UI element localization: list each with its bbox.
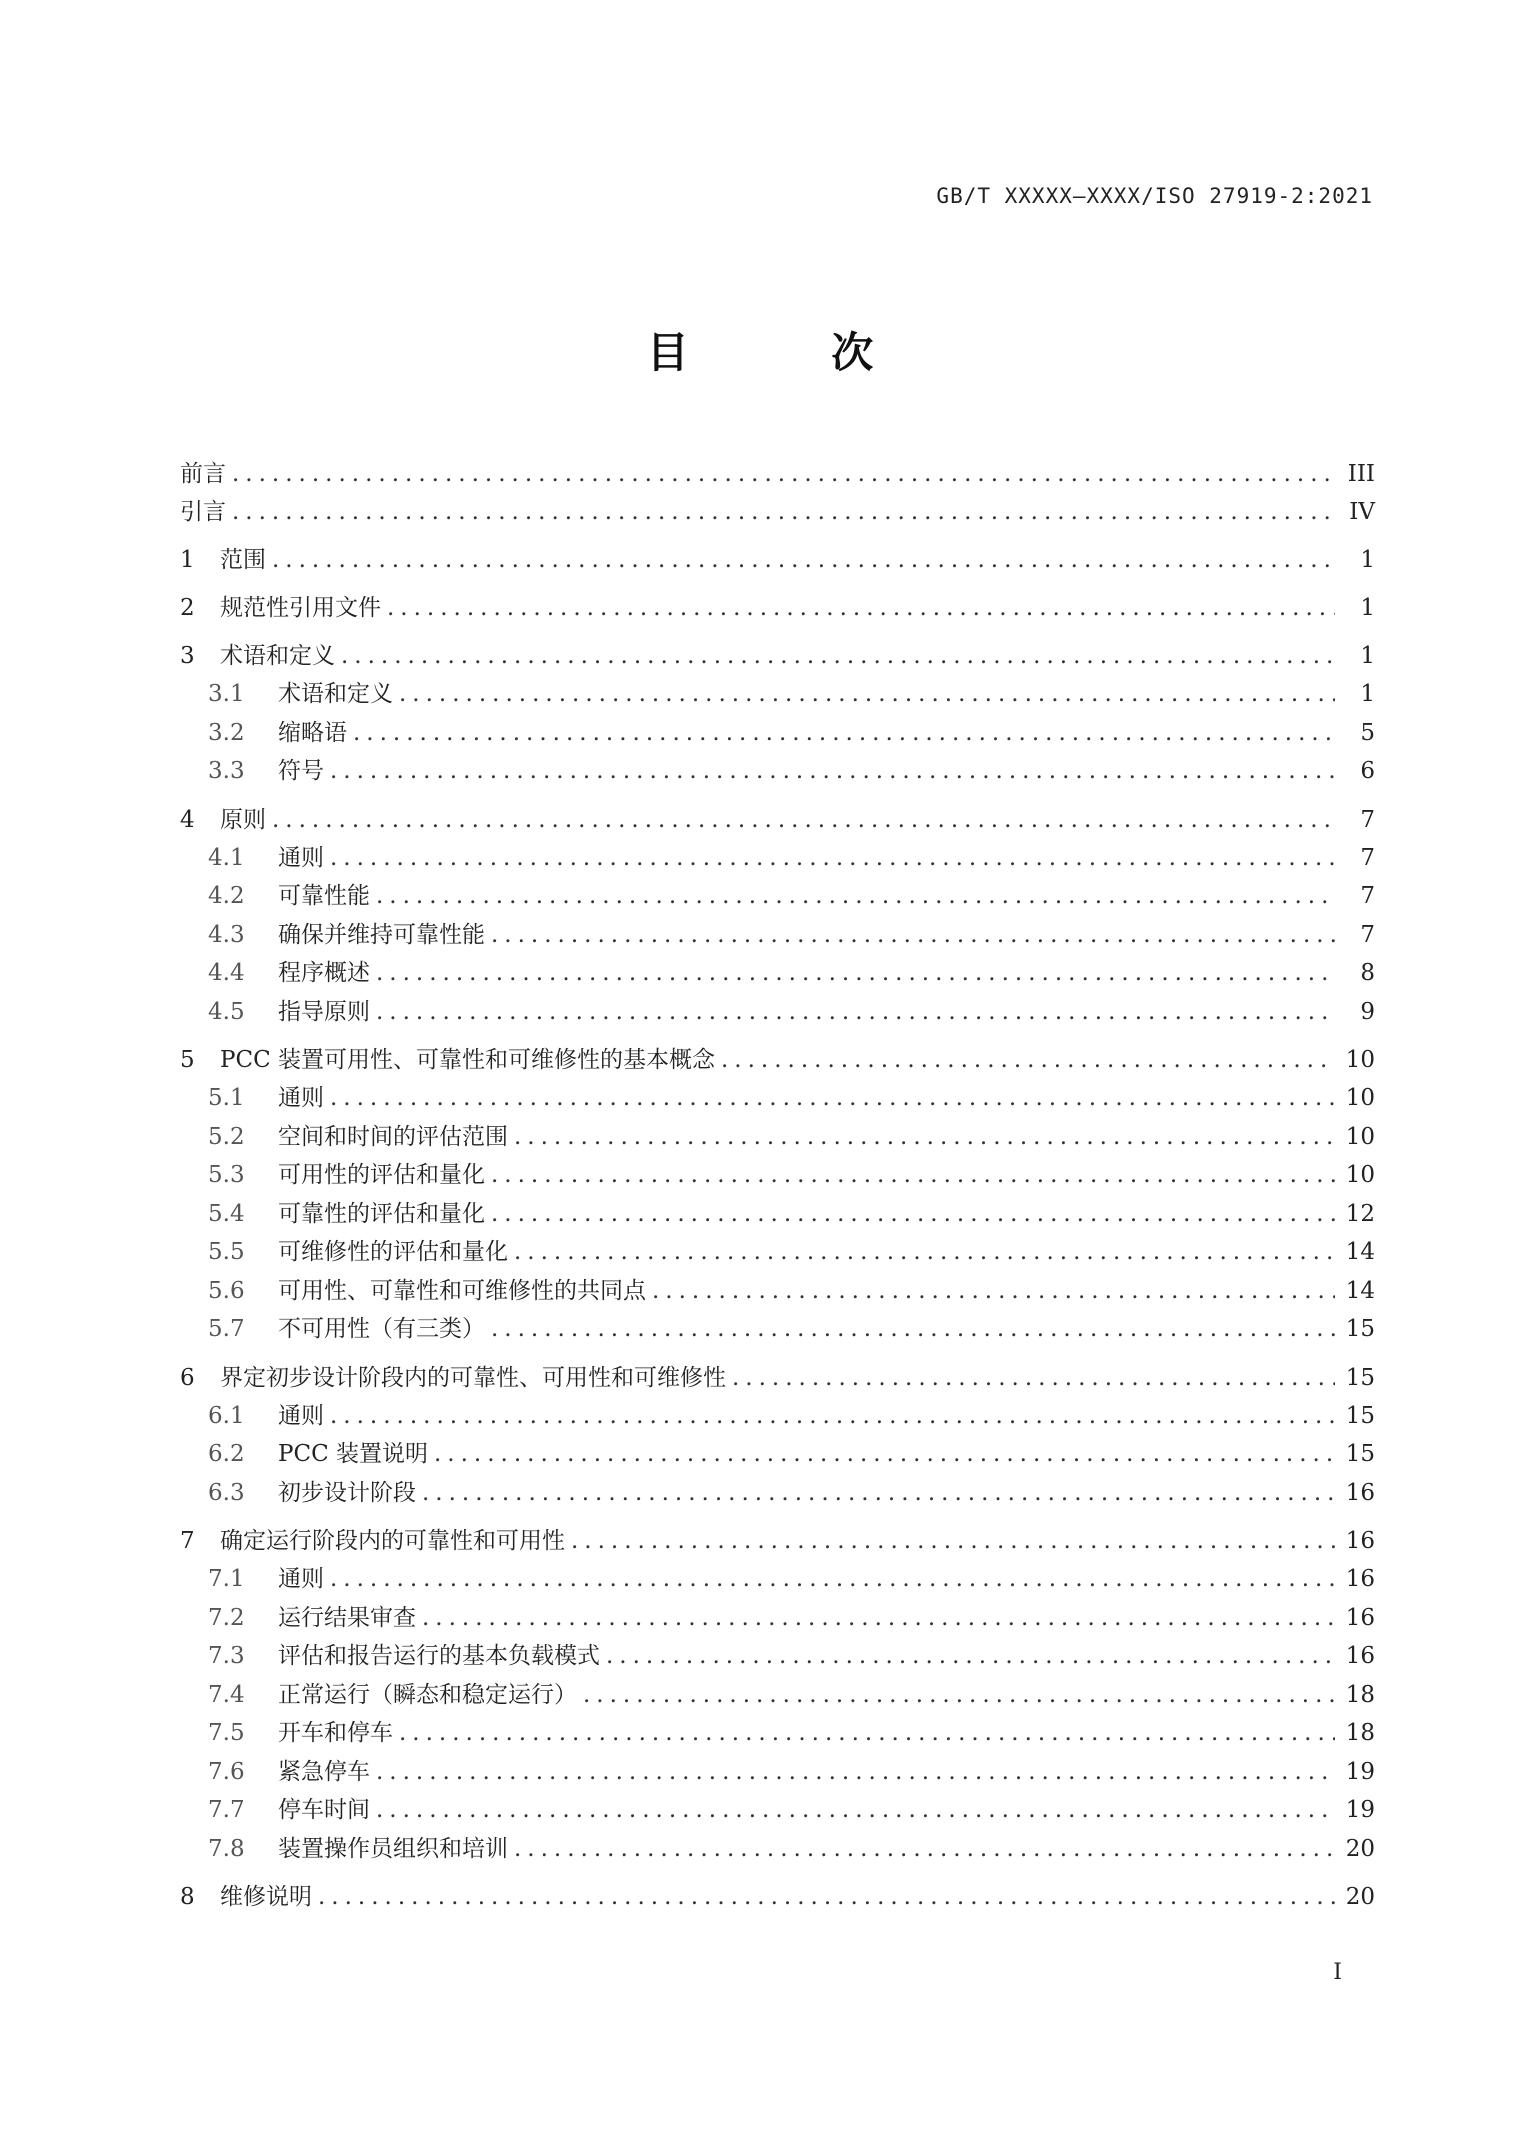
toc-leader-dots bbox=[732, 1359, 1335, 1397]
toc-leader-dots bbox=[491, 1156, 1335, 1195]
toc-entry[interactable] bbox=[180, 455, 1375, 493]
toc-leader-dots bbox=[399, 1714, 1335, 1753]
toc-entry[interactable] bbox=[180, 714, 1375, 753]
toc-entry[interactable] bbox=[180, 1156, 1375, 1195]
toc-entry-title: PCC 装置可用性、可靠性和可维修性的基本概念 bbox=[220, 1047, 715, 1073]
toc-entry[interactable] bbox=[180, 1195, 1375, 1234]
toc-entry-number: 4.5 bbox=[208, 998, 245, 1025]
toc-entry-number: 5.1 bbox=[208, 1085, 245, 1111]
toc-entry[interactable] bbox=[180, 541, 1375, 579]
toc-entry-number: 6.2 bbox=[208, 1441, 245, 1467]
toc-entry-title: 可用性的评估和量化 bbox=[278, 1162, 485, 1188]
toc-entry-page: 1 bbox=[1360, 643, 1375, 669]
toc-entry-title: 指导原则 bbox=[278, 998, 370, 1025]
toc-entry[interactable] bbox=[180, 1233, 1375, 1272]
toc-leader-dots bbox=[387, 589, 1335, 627]
toc-leader-dots bbox=[353, 714, 1335, 753]
toc-entry-title: 可用性、可靠性和可维修性的共同点 bbox=[278, 1277, 646, 1304]
toc-entry[interactable] bbox=[180, 1676, 1375, 1715]
toc-entry-page: 18 bbox=[1345, 1720, 1375, 1746]
toc-entry-page: 16 bbox=[1345, 1479, 1375, 1506]
toc-entry-title: 开车和停车 bbox=[278, 1720, 393, 1746]
toc-entry-page: 15 bbox=[1345, 1316, 1375, 1342]
toc-leader-dots bbox=[232, 493, 1335, 531]
toc-entry-page: 1 bbox=[1360, 595, 1375, 621]
toc-entry-number: 6.1 bbox=[208, 1402, 245, 1429]
toc-entry-title: 停车时间 bbox=[278, 1797, 370, 1823]
toc-entry[interactable] bbox=[180, 1637, 1375, 1676]
toc-entry-page: 16 bbox=[1345, 1566, 1375, 1592]
toc-entry-number: 4.4 bbox=[208, 960, 245, 986]
toc-entry-page: 8 bbox=[1360, 960, 1375, 986]
toc-leader-dots bbox=[721, 1041, 1335, 1079]
toc-entry-title: 维修说明 bbox=[220, 1884, 312, 1910]
toc-entry-title: 界定初步设计阶段内的可靠性、可用性和可维修性 bbox=[220, 1364, 726, 1391]
toc-entry-number: 7.1 bbox=[208, 1566, 245, 1592]
toc-leader-dots bbox=[272, 541, 1335, 579]
toc-leader-dots bbox=[571, 1522, 1335, 1560]
toc-entry[interactable] bbox=[180, 1272, 1375, 1311]
toc-entry[interactable] bbox=[180, 1878, 1375, 1916]
toc-entry-title: 引言 bbox=[180, 499, 226, 525]
toc-entry-number: 7.3 bbox=[208, 1643, 245, 1669]
toc-entry-page: 20 bbox=[1345, 1835, 1375, 1862]
toc-entry-title: 规范性引用文件 bbox=[220, 595, 381, 621]
toc-entry-number: 5.3 bbox=[208, 1162, 245, 1188]
toc-entry-page: 7 bbox=[1360, 883, 1375, 909]
toc-entry[interactable] bbox=[180, 1753, 1375, 1792]
toc-entry-title: 前言 bbox=[180, 461, 226, 487]
toc-entry-number: 7.6 bbox=[208, 1758, 245, 1785]
toc-entry-number: 7.2 bbox=[208, 1604, 245, 1631]
toc-leader-dots bbox=[514, 1233, 1335, 1272]
toc-entry-title: 确保并维持可靠性能 bbox=[278, 921, 485, 948]
toc-entry[interactable] bbox=[180, 1599, 1375, 1638]
toc-entry-page: 16 bbox=[1345, 1643, 1375, 1669]
toc-entry[interactable] bbox=[180, 1435, 1375, 1474]
toc-entry-number: 7.5 bbox=[208, 1720, 245, 1746]
toc-entry-number: 4.1 bbox=[208, 844, 245, 871]
toc-entry-number: 8 bbox=[180, 1884, 195, 1910]
toc-entry-page: 19 bbox=[1345, 1758, 1375, 1785]
toc-entry-title: 确定运行阶段内的可靠性和可用性 bbox=[220, 1528, 565, 1554]
toc-entry-page: 15 bbox=[1345, 1364, 1375, 1391]
toc-entry-title: 通则 bbox=[278, 1402, 324, 1429]
toc-entry-number: 3.1 bbox=[208, 681, 245, 707]
toc-entry-number: 5.2 bbox=[208, 1123, 245, 1150]
toc-entry-number: 3.3 bbox=[208, 758, 245, 784]
toc-entry[interactable] bbox=[180, 675, 1375, 714]
toc-entry-title: 不可用性（有三类） bbox=[278, 1316, 485, 1342]
toc-entry-title: 通则 bbox=[278, 844, 324, 871]
toc-entry-title: 装置操作员组织和培训 bbox=[278, 1835, 508, 1862]
toc-entry-page: 12 bbox=[1345, 1200, 1375, 1227]
toc-leader-dots bbox=[491, 1195, 1335, 1234]
toc-entry-number: 5 bbox=[180, 1047, 195, 1073]
toc-entry-number: 4 bbox=[180, 806, 195, 833]
toc-entry[interactable] bbox=[180, 801, 1375, 839]
toc-entry[interactable] bbox=[180, 877, 1375, 916]
toc-entry-page: 10 bbox=[1345, 1047, 1375, 1073]
toc-entry-page: 9 bbox=[1360, 998, 1375, 1025]
toc-leader-dots bbox=[341, 637, 1335, 675]
toc-entry-number: 3 bbox=[180, 643, 195, 669]
toc-entry-page: 15 bbox=[1345, 1402, 1375, 1429]
toc-entry[interactable] bbox=[180, 954, 1375, 993]
toc-leader-dots bbox=[330, 839, 1335, 878]
toc-entry-page: 15 bbox=[1345, 1441, 1375, 1467]
toc-entry[interactable] bbox=[180, 916, 1375, 955]
toc-entry[interactable] bbox=[180, 993, 1375, 1032]
toc-leader-dots bbox=[330, 1560, 1335, 1599]
toc-entry[interactable] bbox=[180, 1791, 1375, 1830]
toc-entry[interactable] bbox=[180, 1079, 1375, 1118]
toc-entry-page: 16 bbox=[1345, 1528, 1375, 1554]
toc-entry-title: 紧急停车 bbox=[278, 1758, 370, 1785]
toc-entry-number: 7.7 bbox=[208, 1797, 245, 1823]
toc-entry[interactable] bbox=[180, 1522, 1375, 1560]
toc-leader-dots bbox=[330, 1079, 1335, 1118]
page-number: I bbox=[1333, 1960, 1342, 1985]
toc-entry-page: III bbox=[1347, 461, 1375, 487]
toc-entry-title: 程序概述 bbox=[278, 960, 370, 986]
toc-entry[interactable] bbox=[180, 1397, 1375, 1436]
toc-entry-number: 6.3 bbox=[208, 1479, 245, 1506]
toc-entry-title: 评估和报告运行的基本负载模式 bbox=[278, 1643, 600, 1669]
toc-entry-page: 14 bbox=[1345, 1239, 1375, 1265]
toc-leader-dots bbox=[491, 916, 1335, 955]
toc-entry-title: 通则 bbox=[278, 1566, 324, 1592]
toc-leader-dots bbox=[376, 954, 1335, 993]
toc-entry-number: 7.8 bbox=[208, 1835, 245, 1862]
toc-entry-number: 5.4 bbox=[208, 1200, 245, 1227]
toc-entry-page: 5 bbox=[1360, 719, 1375, 746]
toc-entry-title: 范围 bbox=[220, 547, 266, 573]
toc-leader-dots bbox=[376, 1753, 1335, 1792]
toc-leader-dots bbox=[514, 1118, 1335, 1157]
toc-entry-title: 符号 bbox=[278, 758, 324, 784]
toc-leader-dots bbox=[376, 1791, 1335, 1830]
toc-entry-number: 3.2 bbox=[208, 719, 245, 746]
toc-leader-dots bbox=[330, 752, 1335, 791]
toc-entry[interactable] bbox=[180, 1359, 1375, 1397]
toc-entry-number: 4.2 bbox=[208, 883, 245, 909]
toc-entry-title: 运行结果审查 bbox=[278, 1604, 416, 1631]
toc-leader-dots bbox=[422, 1599, 1335, 1638]
toc-entry[interactable] bbox=[180, 1830, 1375, 1869]
toc-entry[interactable] bbox=[180, 637, 1375, 675]
table-of-contents bbox=[180, 455, 1375, 1916]
toc-leader-dots bbox=[583, 1676, 1335, 1715]
toc-entry-page: 20 bbox=[1345, 1884, 1375, 1910]
toc-leader-dots bbox=[318, 1878, 1335, 1916]
toc-entry-number: 5.5 bbox=[208, 1239, 245, 1265]
toc-entry-number: 7.4 bbox=[208, 1681, 245, 1708]
toc-leader-dots bbox=[514, 1830, 1335, 1869]
toc-entry[interactable] bbox=[180, 839, 1375, 878]
toc-entry-page: 1 bbox=[1360, 681, 1375, 707]
toc-leader-dots bbox=[422, 1474, 1335, 1513]
toc-entry-page: 10 bbox=[1345, 1085, 1375, 1111]
toc-entry-page: 6 bbox=[1360, 758, 1375, 784]
toc-entry-number: 7 bbox=[180, 1528, 195, 1554]
page-title: 目 次 bbox=[646, 328, 938, 377]
toc-leader-dots bbox=[330, 1397, 1335, 1436]
toc-entry-number: 6 bbox=[180, 1364, 195, 1391]
toc-entry-title: 原则 bbox=[220, 806, 266, 833]
toc-entry-title: 通则 bbox=[278, 1085, 324, 1111]
toc-entry-number: 5.7 bbox=[208, 1316, 245, 1342]
toc-entry-page: 10 bbox=[1345, 1123, 1375, 1150]
toc-entry[interactable] bbox=[180, 1474, 1375, 1513]
toc-entry-title: 术语和定义 bbox=[278, 681, 393, 707]
toc-entry[interactable] bbox=[180, 1041, 1375, 1079]
toc-entry-number: 4.3 bbox=[208, 921, 245, 948]
toc-entry[interactable] bbox=[180, 493, 1375, 531]
toc-entry-page: 19 bbox=[1345, 1797, 1375, 1823]
toc-entry[interactable] bbox=[180, 1118, 1375, 1157]
document-code: GB/T XXXXX—XXXX/ISO 27919-2:2021 bbox=[936, 184, 1373, 208]
toc-entry-title: 术语和定义 bbox=[220, 643, 335, 669]
toc-entry-title: 可靠性的评估和量化 bbox=[278, 1200, 485, 1227]
toc-entry-page: 18 bbox=[1345, 1681, 1375, 1708]
toc-leader-dots bbox=[376, 877, 1335, 916]
toc-leader-dots bbox=[232, 455, 1335, 493]
toc-entry-title: 可靠性能 bbox=[278, 883, 370, 909]
toc-entry-number: 5.6 bbox=[208, 1277, 245, 1304]
toc-entry[interactable] bbox=[180, 752, 1375, 791]
toc-entry[interactable] bbox=[180, 1560, 1375, 1599]
toc-leader-dots bbox=[399, 675, 1335, 714]
toc-entry[interactable] bbox=[180, 589, 1375, 627]
toc-entry[interactable] bbox=[180, 1310, 1375, 1349]
toc-entry-page: IV bbox=[1349, 499, 1375, 525]
toc-entry-page: 10 bbox=[1345, 1162, 1375, 1188]
toc-leader-dots bbox=[272, 801, 1335, 839]
toc-leader-dots bbox=[491, 1310, 1335, 1349]
toc-entry-page: 1 bbox=[1360, 547, 1375, 573]
toc-entry-number: 1 bbox=[180, 547, 195, 573]
toc-entry-title: 缩略语 bbox=[278, 719, 347, 746]
toc-leader-dots bbox=[376, 993, 1335, 1032]
toc-entry-number: 2 bbox=[180, 595, 195, 621]
toc-entry-page: 7 bbox=[1360, 844, 1375, 871]
toc-entry-title: 正常运行（瞬态和稳定运行） bbox=[278, 1681, 577, 1708]
toc-entry-page: 7 bbox=[1360, 806, 1375, 833]
toc-entry-page: 16 bbox=[1345, 1604, 1375, 1631]
toc-leader-dots bbox=[434, 1435, 1335, 1474]
toc-entry-title: 初步设计阶段 bbox=[278, 1479, 416, 1506]
toc-leader-dots bbox=[652, 1272, 1335, 1311]
toc-entry-page: 7 bbox=[1360, 921, 1375, 948]
toc-entry-title: PCC 装置说明 bbox=[278, 1441, 428, 1467]
toc-entry-title: 空间和时间的评估范围 bbox=[278, 1123, 508, 1150]
toc-entry-title: 可维修性的评估和量化 bbox=[278, 1239, 508, 1265]
toc-entry-page: 14 bbox=[1345, 1277, 1375, 1304]
toc-leader-dots bbox=[606, 1637, 1335, 1676]
toc-entry[interactable] bbox=[180, 1714, 1375, 1753]
